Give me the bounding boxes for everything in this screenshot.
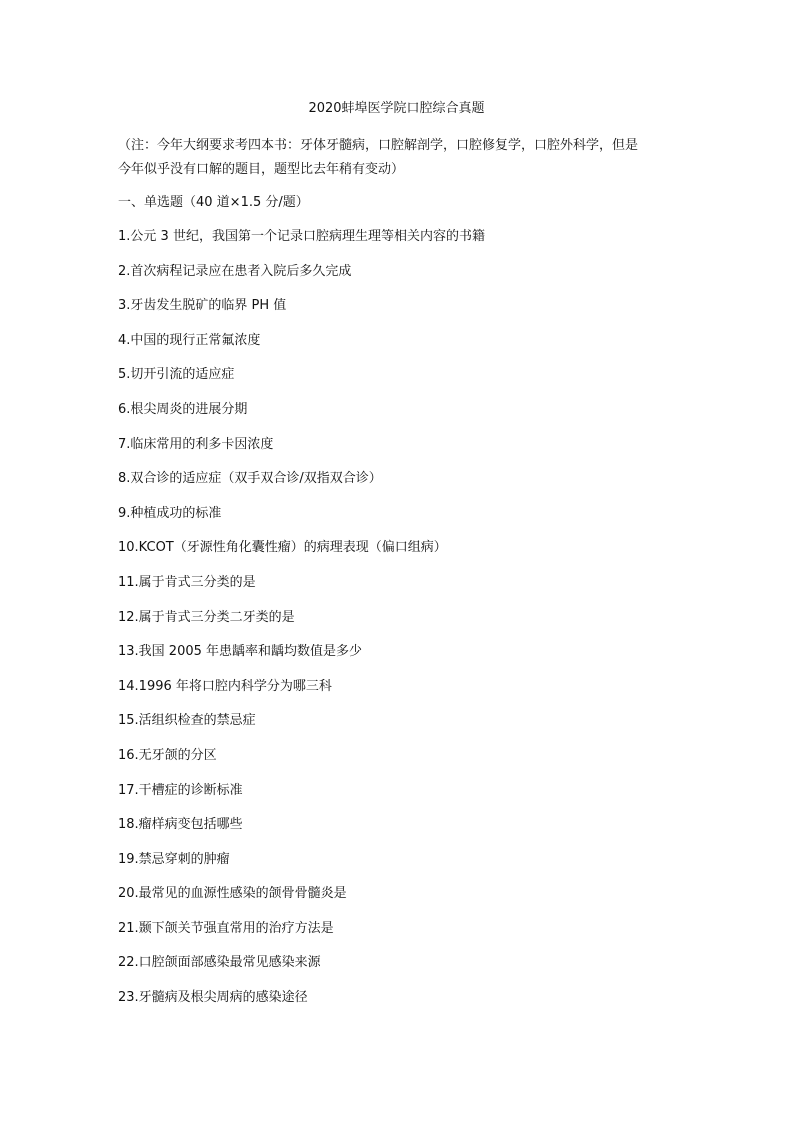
question-item: 7.临床常用的利多卡因浓度 (118, 436, 274, 452)
exam-note-line-2: 今年似乎没有口解的题目，题型比去年稍有变动） (118, 162, 405, 177)
question-item: 13.我国 2005 年患龋率和龋均数值是多少 (118, 644, 363, 660)
question-item: 4.中国的现行正常氟浓度 (118, 332, 261, 348)
question-item: 16.无牙颌的分区 (118, 747, 217, 763)
question-item: 23.牙髓病及根尖周病的感染途径 (118, 990, 308, 1006)
question-item: 8.双合诊的适应症（双手双合诊/双指双合诊） (118, 471, 382, 487)
question-item: 6.根尖周炎的进展分期 (118, 401, 248, 417)
question-item: 5.切开引流的适应症 (118, 367, 235, 383)
question-item: 21.颞下颌关节强直常用的治疗方法是 (118, 920, 334, 936)
question-item: 14.1996 年将口腔内科学分为哪三科 (118, 678, 332, 694)
exam-note-line-1: （注：今年大纲要求考四本书：牙体牙髓病，口腔解剖学，口腔修复学，口腔外科学，但是 (118, 138, 639, 153)
question-item: 9.种植成功的标准 (118, 505, 222, 521)
question-item: 19.禁忌穿刺的肿瘤 (118, 851, 230, 867)
question-item: 10.KCOT（牙源性角化囊性瘤）的病理表现（偏口组病） (118, 540, 447, 556)
question-item: 20.最常见的血源性感染的颌骨骨髓炎是 (118, 886, 347, 902)
question-item: 2.首次病程记录应在患者入院后多久完成 (118, 263, 352, 279)
question-item: 1.公元 3 世纪，我国第一个记录口腔病理生理等相关内容的书籍 (118, 229, 485, 244)
exam-note (118, 134, 688, 182)
question-item: 18.瘤样病变包括哪些 (118, 817, 243, 833)
question-item: 3.牙齿发生脱矿的临界 PH 值 (118, 298, 287, 314)
question-item: 15.活组织检查的禁忌症 (118, 713, 256, 729)
question-item: 22.口腔颌面部感染最常见感染来源 (118, 955, 321, 971)
question-item: 11.属于肯式三分类的是 (118, 574, 256, 590)
question-item: 17.干槽症的诊断标准 (118, 782, 243, 798)
section-heading: 一、单选题（40 道×1.5 分/题） (118, 195, 309, 210)
page-title: 2020蚌埠医学院口腔综合真题 (308, 101, 485, 116)
question-item: 12.属于肯式三分类二牙类的是 (118, 609, 295, 625)
question-list (118, 228, 718, 1024)
